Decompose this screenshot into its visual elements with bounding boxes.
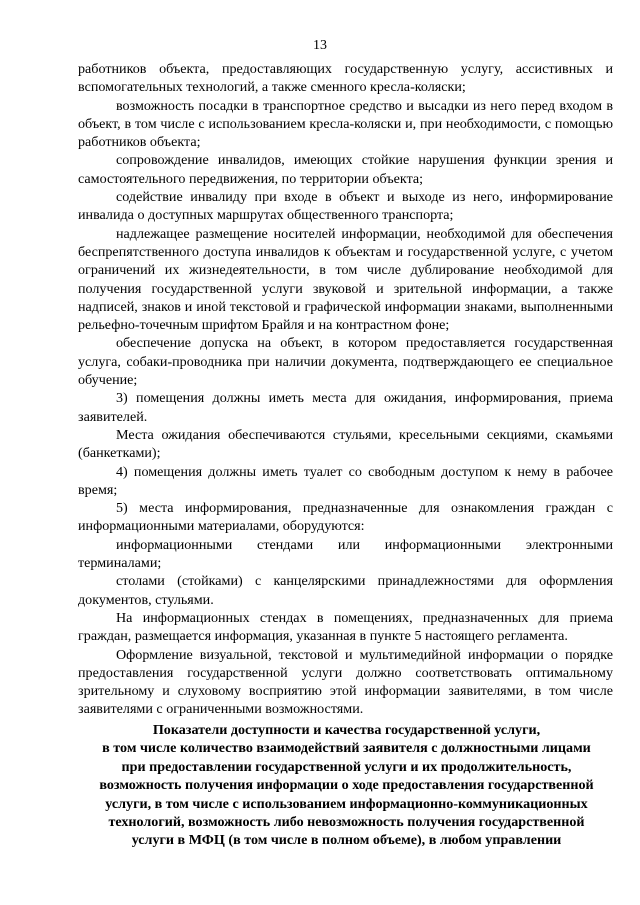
paragraph: содействие инвалиду при входе в объект и выходе из него, информирование инвалида о доступных маршрутах общественного транспорта; — [78, 189, 613, 224]
heading-line: при предоставлении государственной услуги и их продолжительность, — [121, 758, 572, 775]
paragraph: надлежащее размещение носителей информации, необходимой для обеспечения беспрепятственного доступа инвалидов к объектам и государственной услуге, с учетом ограничений их жизнедеятельности, в том числе дублирование необходимой для получения государственной услуги звуковой и зрительной информации, а также надписей, знаков и иной текстовой и графической информации знаками, выполненными рельефно-точечным шрифтом Брайля и на контрастном фоне; — [78, 225, 613, 334]
paragraph: На информационных стендах в помещениях, предназначенных для приема граждан, размещается информация, указанная в пункте 5 настоящего регламента. — [78, 609, 613, 645]
heading-line: в том числе количество взаимодействий заявителя с должностными лицами — [102, 740, 591, 757]
body-text — [78, 60, 613, 719]
paragraph: информационными стендами или информационными электронными терминалами; — [78, 536, 613, 572]
paragraph: обеспечение допуска на объект, в котором предоставляется государственная услуга, собаки-проводника при наличии документа, подтверждающего ее специальное обучение; — [78, 335, 613, 389]
paragraph: Места ожидания обеспечиваются стульями, кресельными секциями, скамьями (банкетками); — [78, 426, 613, 462]
page-number: 13 — [313, 38, 327, 53]
paragraph: 5) места информирования, предназначенные для ознакомления граждан с информационными материалами, оборудуются: — [78, 500, 613, 535]
heading-line: технологий, возможность либо невозможность получения государственной — [108, 814, 585, 831]
heading-line: возможность получения информации о ходе предоставления государственной — [99, 777, 594, 794]
section-heading — [70, 721, 623, 850]
heading-line: услуги в МФЦ (в том числе в полном объеме), в любом управлении — [131, 832, 562, 849]
paragraph: столами (стойками) с канцелярскими принадлежностями для оформления документов, стульями. — [78, 573, 613, 608]
heading-line: услуги, в том числе с использованием информационно-коммуникационных — [105, 795, 588, 812]
paragraph: 3) помещения должны иметь места для ожидания, информирования, приема заявителей. — [78, 390, 613, 425]
paragraph: возможность посадки в транспортное средство и высадки из него перед входом в объект, в том числе с использованием кресла-коляски и, при необходимости, с помощью работников объекта; — [78, 97, 613, 151]
paragraph: сопровождение инвалидов, имеющих стойкие нарушения функции зрения и самостоятельного передвижения, по территории объекта; — [78, 152, 613, 187]
paragraph: Оформление визуальной, текстовой и мультимедийной информации о порядке предоставления государственной услуги должно соответствовать оптимальному зрительному и слуховому восприятию этой информации заявителями, в том числе заявителями с ограниченными возможностями. — [78, 646, 613, 718]
heading-line: Показатели доступности и качества государственной услуги, — [152, 722, 541, 738]
paragraph: работников объекта, предоставляющих государственную услугу, ассистивных и вспомогательных технологий, а также сменного кресла-коляски; — [78, 61, 613, 96]
paragraph: 4) помещения должны иметь туалет со свободным доступом к нему в рабочее время; — [78, 463, 613, 498]
